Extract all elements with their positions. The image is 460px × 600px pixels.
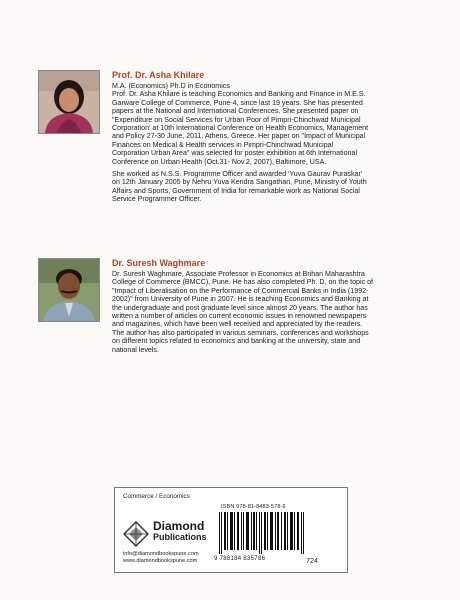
author-1-bio-line: Conference on Urban Health (Oct.31- Nov.2, 2007), Baltimore, USA. [112, 157, 327, 166]
author-1-bio-line: Corporation Urban Area" was selected for poster exhibition at 6th International [112, 149, 358, 158]
author-2-bio-line: the undergraduate and post graduate level since almost 20 years. The author has [112, 303, 368, 312]
author-1-bio-line: "Expenditure on Social Services for Urban Poor of Pimpri-Chinchwad Municipal [112, 115, 361, 124]
author-2-bio-line: 2002)" from University of Pune in 2007. He is teaching Economics and Banking at [112, 295, 369, 304]
author-2-bio-line: national levels. [112, 345, 159, 354]
barcode-digits: 9 788184 835786 [214, 556, 266, 562]
publisher-website: www.diamondbookspune.com [123, 558, 198, 564]
author-1-bio-line: Finances on Medical & Health services in Pimpri-Chinchwad Municipal [112, 140, 334, 149]
author-2-bio-line: College of Commerce (BMCC), Pune. He has also completed Ph. D. on the topic of [112, 278, 374, 287]
book-code: 724 [306, 556, 318, 565]
author-2-bio-line: Dr. Suresh Waghmare, Associate Professor in Economics at Brihan Maharashtra [112, 270, 365, 278]
publisher-box [114, 487, 348, 573]
isbn-label: ISBN 978-81-8483-578-6 [221, 504, 286, 510]
author-1-text [112, 70, 430, 204]
diamond-logo-icon [123, 521, 149, 547]
author-2-bio-line: and magazines, which have been well received and appreciated by the readers. [112, 320, 363, 329]
publisher-contact [123, 551, 199, 565]
barcode-icon [218, 512, 306, 554]
author-1-bio2-line: Affairs and Sports, Government of India for remarkable work as National Social [112, 186, 360, 195]
author-2-photo [38, 258, 100, 322]
author-1-bio-line: papers at the National and International Conferences. She presented paper on [112, 107, 359, 116]
author-1-bio-line: Prof. Dr. Asha Khilare is teaching Economics and Banking and Finance in M.E.S. [112, 90, 366, 99]
author-2-bio-line: The author has also participated in various seminars, conferences and workshops [112, 328, 369, 337]
author-2-bio-line: written a number of articles on current economic issues in renowned newspapers [112, 312, 367, 321]
author-2-bio-line: "Impact of Liberalisation on the Performance of Commercial Banks in India (1992- [112, 286, 369, 295]
author-1-bio-line: Corporation' at 10th International Conference on Health Economics, Management [112, 124, 369, 133]
publisher-name: Diamond [153, 519, 205, 533]
author-2-text [112, 258, 430, 354]
author-2-bio-line: on different topics related to economics and banking at the university, state and [112, 337, 361, 346]
publisher-subname: Publications [153, 532, 207, 542]
author-1-degree: M.A. (Economics) Ph.D in Economics [112, 82, 230, 90]
publisher-email: info@diamondbookspune.com [123, 551, 199, 557]
author-1-bio2-line: on 12th January 2005 by Nehru Yuva Kendra Sangathan, Pune, Ministry of Youth [112, 178, 367, 187]
book-category: Commerce / Economics [123, 493, 190, 500]
author-1-bio2-line: She worked as N.S.S. Programme Officer and awarded 'Yuva Gaurav Puraskar' [112, 170, 363, 179]
author-1-bio-line: and Policy 27-30 June, 2011, Athens, Greece. Her paper on "Impact of Municipal [112, 132, 366, 141]
author-1-photo [38, 70, 100, 134]
author-1-name: Prof. Dr. Asha Khilare [112, 70, 205, 80]
author-1-bio2-line: Service Programmer Officer. [112, 195, 202, 204]
author-2-name: Dr. Suresh Waghmare [112, 258, 206, 268]
author-1-bio-line: Garware College of Commerce, Pune-4, since last 19 years. She has presented [112, 98, 363, 107]
